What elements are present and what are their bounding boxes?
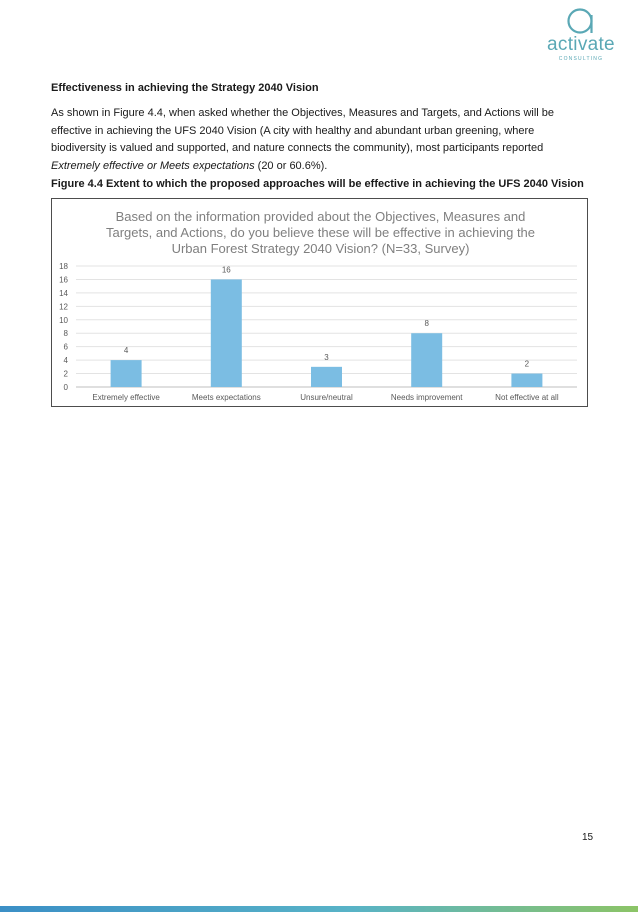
logo-name: activate <box>547 34 615 55</box>
bar <box>411 333 442 387</box>
body-paragraph <box>51 105 591 175</box>
y-tick-label: 10 <box>59 315 68 325</box>
figure-caption: Figure 4.4 Extent to which the proposed approaches will be effective in achieving the UFS 2040 Vision <box>51 178 584 190</box>
y-tick-label: 12 <box>59 302 68 312</box>
x-tick-label: Meets expectations <box>191 393 261 402</box>
y-tick-label: 18 <box>59 262 68 271</box>
y-tick-label: 16 <box>59 275 68 285</box>
footer-bar <box>0 906 638 912</box>
bar-chart <box>52 199 587 406</box>
chart-title: Based on the information provided about the Objectives, Measures and Targets, and Actions, do you believe these will be effective in achieving the Urban Forest Strategy 2040 Vision? (N=33, Survey) <box>105 209 536 256</box>
x-tick-label: Unsure/neutral <box>300 393 353 402</box>
paragraph-end-text: (20 or 60.6%). <box>254 159 328 172</box>
data-label: 3 <box>324 352 329 362</box>
y-tick-label: 6 <box>63 342 68 352</box>
bar <box>111 360 142 387</box>
y-tick-label: 0 <box>63 383 68 392</box>
bar <box>211 279 242 387</box>
data-label: 2 <box>524 359 530 369</box>
activate-logo <box>540 6 622 60</box>
paragraph-main-text: As shown in Figure 4.4, when asked whether the Objectives, Measures and Targets, and Actions will be effective in achieving the UFS 2040 Vision (A city with healthy and abundant urban greening, where biodiversity is valued and supported, and nature connects the community), most participants reported <box>51 107 555 154</box>
x-tick-label: Extremely effective <box>92 393 160 402</box>
bar <box>511 374 542 387</box>
data-label: 4 <box>123 346 129 356</box>
y-tick-label: 4 <box>63 356 68 366</box>
x-tick-label: Needs improvement <box>390 393 463 402</box>
x-tick-label: Not effective at all <box>495 393 559 402</box>
page-number: 15 <box>582 832 594 843</box>
section-heading: Effectiveness in achieving the Strategy 2040 Vision <box>51 82 319 94</box>
paragraph-italic-text: Extremely effective or Meets expectations <box>51 159 255 172</box>
chart-container <box>51 198 588 407</box>
bar <box>311 367 342 387</box>
activate-logo-icon <box>566 6 596 36</box>
y-tick-label: 8 <box>63 329 68 339</box>
y-tick-label: 14 <box>59 288 68 298</box>
data-label: 16 <box>221 265 231 275</box>
y-tick-label: 2 <box>63 369 68 379</box>
data-label: 8 <box>424 319 429 329</box>
logo-subtitle: CONSULTING <box>558 56 604 62</box>
